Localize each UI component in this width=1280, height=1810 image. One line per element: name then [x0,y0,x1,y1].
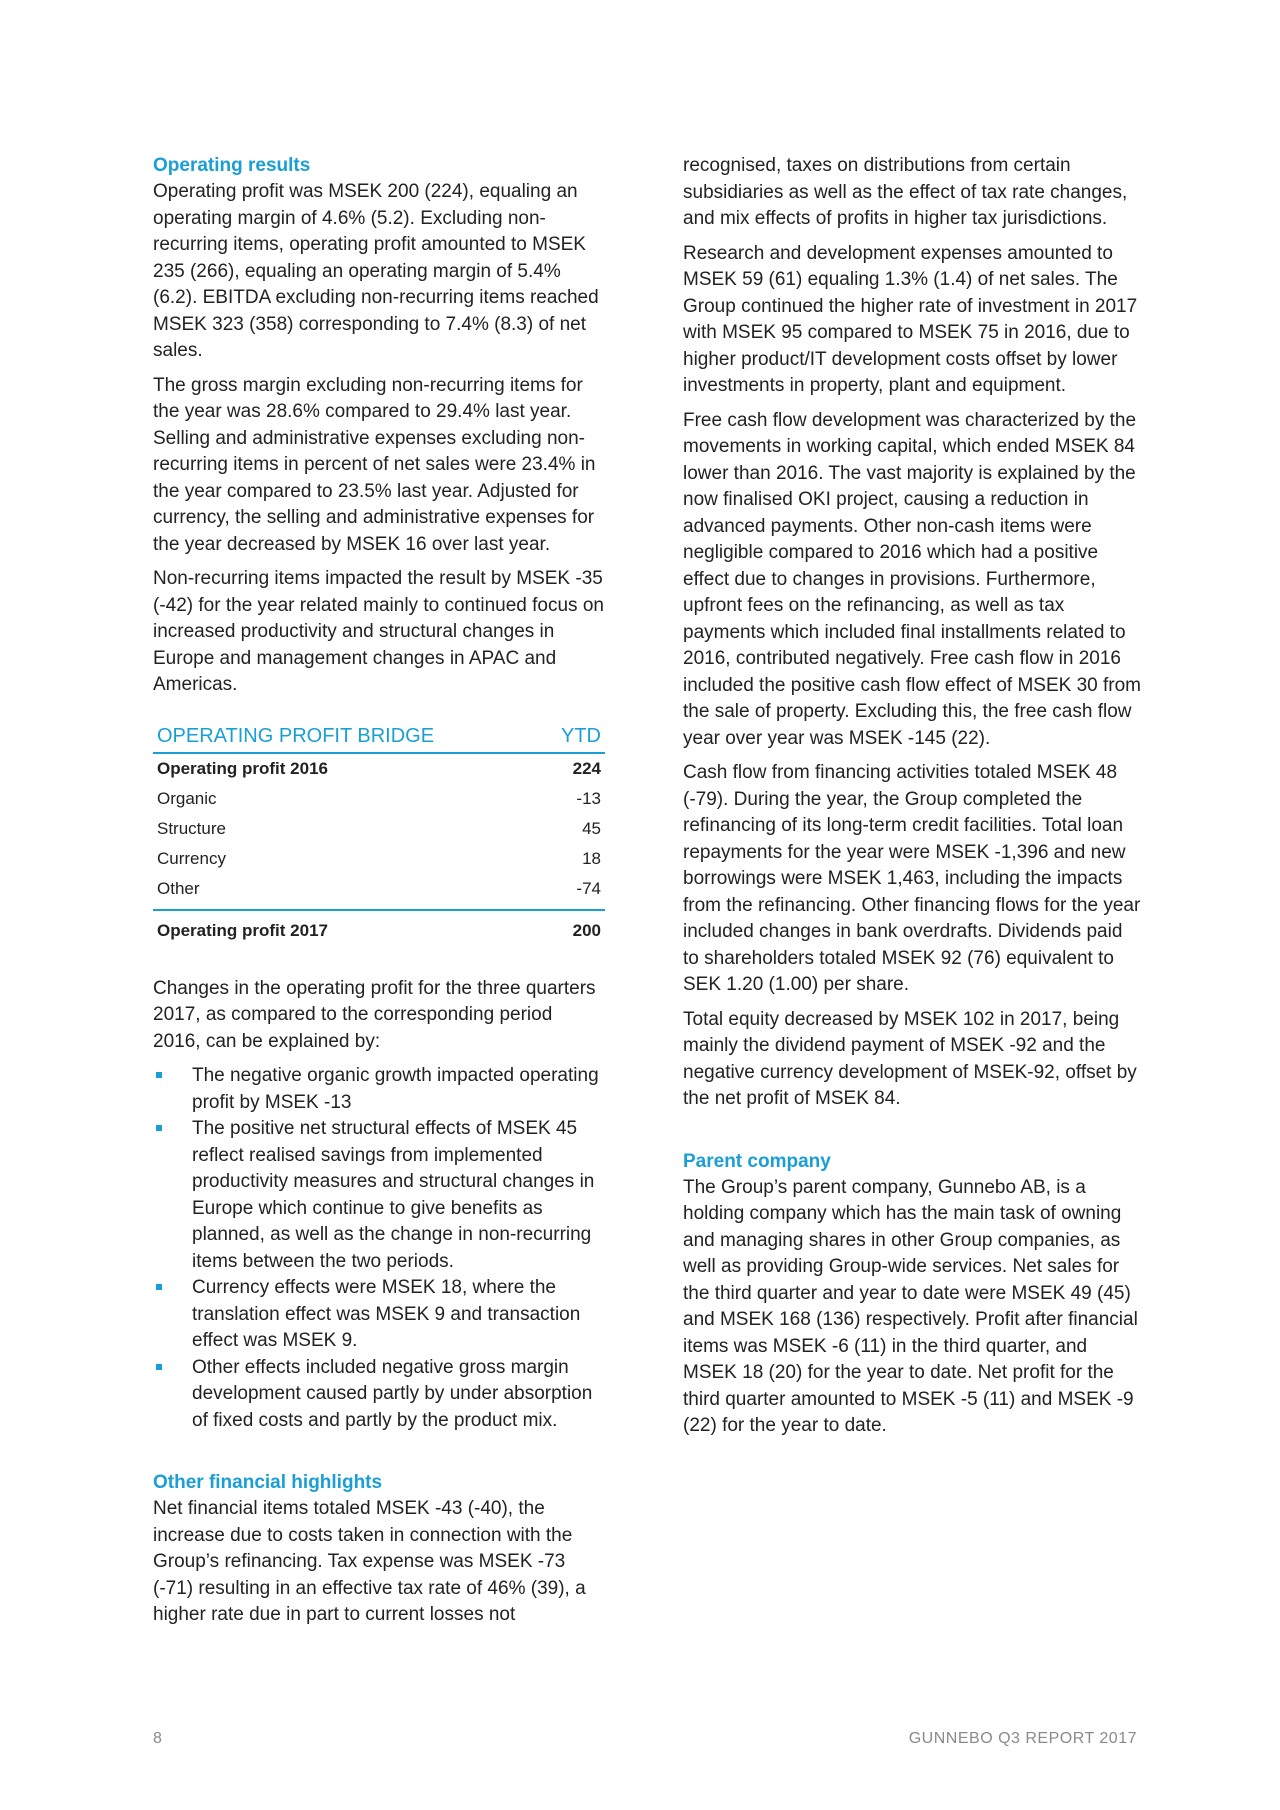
financing-activities-paragraph: Cash flow from financing activities totaled MSEK 48 (-79). During the year, the Group completed the refinancing of its long-term credit facilities. Total loan repayments for the year were MSEK -1,396 and new borrowings were MSEK 1,463, including the impacts from the refinancing. Other financing flows for the year included changes in bank overdrafts. Dividends paid to shareholders totaled MSEK 92 (76) equivalent to SEK 1.20 (1.00) per share. [683,762,1141,995]
other-financial-highlights-heading: Other financial highlights [153,1472,383,1493]
row-label: Currency [157,848,226,868]
bullet-text: The positive net structural effects of MSEK 45 reflect realised savings from implemented productivity measures and structural changes in Europe which continue to give benefits as planned, as well as the change in non-recurring items between the two periods. [192,1118,595,1272]
parent-company-paragraph: The Group’s parent company, Gunnebo AB, is a holding company which has the main task of owning and managing shares in other Group companies, as well as providing Group-wide services. Net sales for the third quarter and year to date were MSEK 49 (45) and MSEK 168 (136) respectively. Profit after financial items was MSEK -6 (11) in the third quarter, and MSEK 18 (20) for the year to date. Net profit for the third quarter amounted to MSEK -5 (11) and MSEK -9 (22) for the year to date. [683,1176,1138,1436]
changes-intro-paragraph: Changes in the operating profit for the three quarters 2017, as compared to the corresponding period 2016, can be explained by: [153,977,596,1052]
research-development-paragraph: Research and development expenses amounted to MSEK 59 (61) equaling 1.3% (1.4) of net sales. The Group continued the higher rate of investment in 2017 with MSEK 95 compared to MSEK 75 in 2016, due to higher product/IT development costs offset by lower investments in property, plant and equipment. [683,242,1138,396]
changes-bullet-list [153,1063,605,1434]
tax-continuation-paragraph: recognised, taxes on distributions from certain subsidiaries as well as the effect of tax rate changes, and mix effects of profits in higher tax jurisdictions. [683,155,1128,229]
table-row [153,814,605,844]
list-item [153,1275,605,1355]
table-row [153,874,605,910]
free-cash-flow-paragraph: Free cash flow development was characterized by the movements in working capital, which ended MSEK 84 lower than 2016. The vast majority is explained by the now finalised OKI project, causing a reduction in advanced payments. Other non-cash items were negligible compared to 2016 which had a positive effect due to changes in provisions. Furthermore, upfront fees on the refinancing, as well as tax payments which included final installments related to 2016, contributed negatively. Free cash flow in 2016 included the positive cash flow effect of MSEK 30 from the sale of property. Excluding this, the free cash flow year over year was MSEK -145 (22). [683,409,1141,749]
row-value: 18 [582,848,601,868]
left-column [153,153,605,1637]
bullet-square-icon [156,1364,162,1370]
row-label: Operating profit 2016 [157,758,328,778]
bullet-square-icon [156,1072,162,1078]
row-label: Organic [157,788,217,808]
bullet-square-icon [156,1125,162,1131]
operating-results-paragraph-3: Non-recurring items impacted the result by MSEK -35 (-42) for the year related mainly to continued focus on increased productivity and structural changes in Europe and management changes in APAC and Americas. [153,568,604,695]
right-column [683,153,1143,1448]
list-item [153,1063,605,1116]
list-item [153,1355,605,1435]
table-row [153,784,605,814]
total-label: Operating profit 2017 [153,910,540,946]
ytd-column-header: YTD [540,719,605,753]
table-row [153,844,605,874]
operating-profit-bridge-table [153,719,605,946]
report-title-footer: GUNNEBO Q3 REPORT 2017 [908,1730,1137,1747]
page-number: 8 [153,1730,162,1747]
bullet-square-icon [156,1284,162,1290]
financial-highlights-paragraph: Net financial items totaled MSEK -43 (-40), the increase due to costs taken in connection with the Group’s refinancing. Tax expense was MSEK -73 (-71) resulting in an effective tax rate of 46% (39), a higher rate due in part to current losses not [153,1498,586,1625]
row-value: 45 [582,818,601,838]
total-value: 200 [540,910,605,946]
row-value: -13 [576,788,601,808]
table-row [153,753,605,784]
bullet-text: Currency effects were MSEK 18, where the translation effect was MSEK 9 and transaction effect was MSEK 9. [192,1277,581,1351]
row-label: Structure [157,818,226,838]
parent-company-heading: Parent company [683,1150,831,1172]
table-header-row [153,719,605,753]
operating-results-heading: Operating results [153,155,311,176]
bullet-text: The negative organic growth impacted operating profit by MSEK -13 [192,1065,599,1113]
operating-results-paragraph-2: The gross margin excluding non-recurring items for the year was 28.6% compared to 29.4% last year. Selling and administrative expenses excluding non-recurring items in percent of net sales were 23.4% in the year compared to 23.5% last year. Adjusted for currency, the selling and administrative expenses for the year decreased by MSEK 16 over last year. [153,374,596,555]
total-equity-paragraph: Total equity decreased by MSEK 102 in 2017, being mainly the dividend payment of MSEK -92 and the negative currency development of MSEK-92, offset by the net profit of MSEK 84. [683,1008,1137,1109]
bullet-text: Other effects included negative gross margin development caused partly by under absorption of fixed costs and partly by the product mix. [192,1356,593,1431]
list-item [153,1116,605,1275]
table-total-row [153,910,605,946]
row-label: Other [157,878,200,898]
operating-results-paragraph-1: Operating profit was MSEK 200 (224), equaling an operating margin of 4.6% (5.2). Excluding non-recurring items, operating profit amounted to MSEK 235 (266), equaling an operating margin of 5.4% (6.2). EBITDA excluding non-recurring items reached MSEK 323 (358) corresponding to 7.4% (8.3) of net sales. [153,181,599,361]
row-value: -74 [576,878,601,898]
table-title: OPERATING PROFIT BRIDGE [153,719,540,753]
row-value: 224 [572,758,601,778]
